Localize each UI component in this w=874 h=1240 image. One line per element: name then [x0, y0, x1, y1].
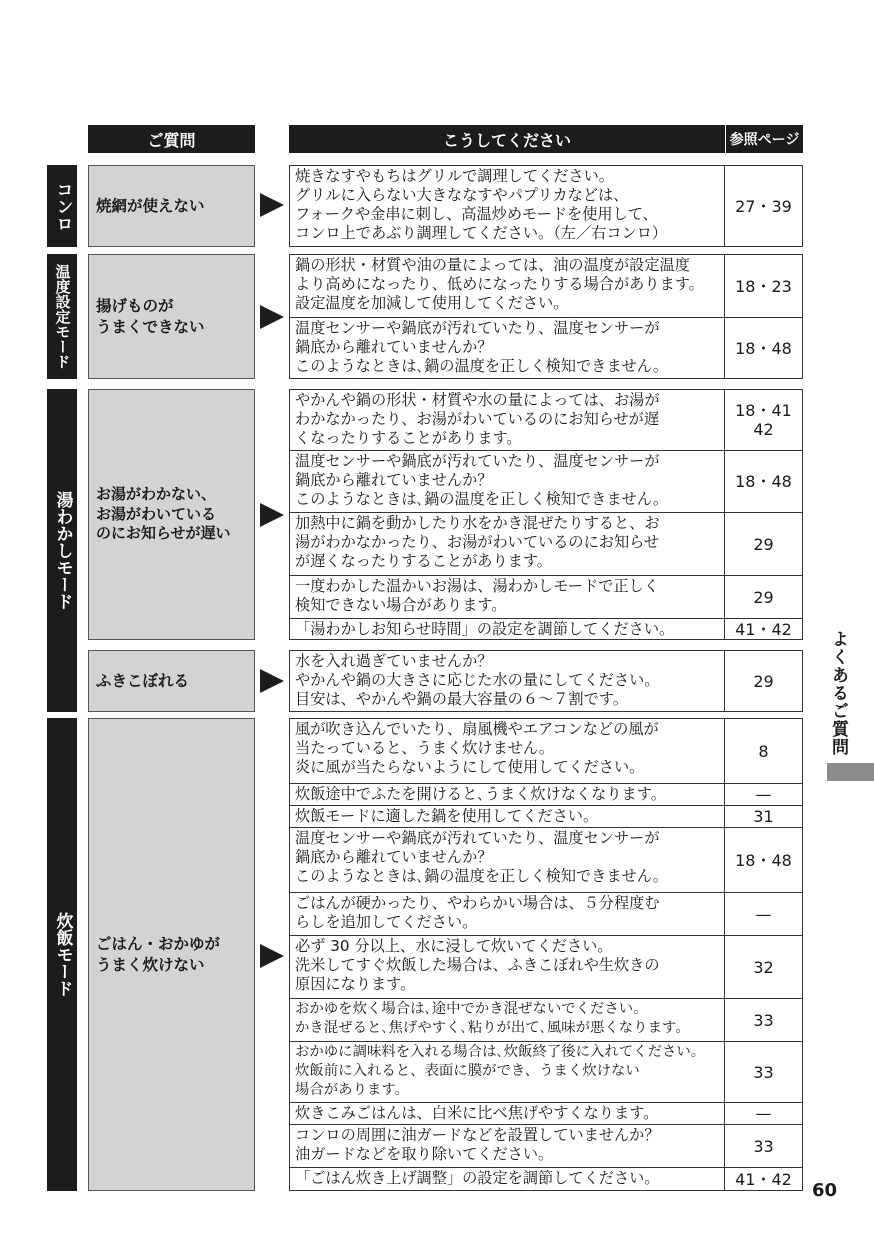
- answer-text: 加熱中に鍋を動かしたり水をかき混ぜたりすると、お 湯がわかなかったり、お湯がわいているのにお知らせ が遅くなったりすることがあります。: [295, 514, 660, 570]
- arrow-right-icon: [260, 503, 284, 527]
- answer-ref: —: [724, 893, 802, 935]
- answer-row: [289, 998, 803, 1042]
- answer-text: 焼きなすやもちはグリルで調理してください。 グリルに入らない大きななすやパプリカなどは、 フォークや金串に刺し、高温炒めモードを使用して、 コンロ上であぶり調理してください。（左／右コンロ）: [295, 167, 668, 242]
- answer-ref: —: [724, 784, 802, 805]
- answer-row: [289, 1124, 803, 1168]
- answer-text: コンロの周囲に油ガードなどを設置していませんか？ 油ガードなどを取り除いてください。: [295, 1126, 660, 1163]
- category-ondo: 温度設定モード: [47, 254, 77, 379]
- arrow-right-icon: [260, 305, 284, 329]
- answer-row: [289, 783, 803, 806]
- answer-row: [289, 827, 803, 893]
- answer-ref: 29: [724, 513, 802, 575]
- question-gohan: ごはん・おかゆが うまく炊けない: [88, 718, 255, 1191]
- answer-row: [289, 389, 803, 451]
- answer-ref: 29: [724, 651, 802, 711]
- answer-row: [289, 512, 803, 576]
- answer-text: 一度わかした温かいお湯は、湯わかしモードで正しく 検知できない場合があります。: [295, 577, 659, 614]
- answer-text: 鍋の形状・材質や油の量によっては、油の温度が設定温度 より高めになったり、低めになったりする場合があります。 設定温度を加減して使用してください。: [295, 256, 704, 312]
- answer-text: やかんや鍋の形状・材質や水の量によっては、お湯が わかなかったり、お湯がわいているのにお知らせが遅 くなったりすることがあります。: [295, 391, 660, 447]
- answer-row: [289, 650, 803, 712]
- answer-text: 炊きこみごはんは、白米に比べ焦げやすくなります。: [295, 1104, 659, 1122]
- answer-text: 温度センサーや鍋底が汚れていたり、温度センサーが 鍋底から離れていませんか？ このようなときは､鍋の温度を正しく検知できません。: [295, 319, 669, 375]
- answer-ref: 18・48: [724, 828, 802, 892]
- answer-ref: 8: [724, 719, 802, 783]
- answer-text: 「湯わかしお知らせ時間」の設定を調節してください。: [295, 620, 675, 638]
- page-number: 60: [812, 1180, 838, 1201]
- header-reference: 参照ページ: [726, 125, 803, 153]
- answer-text: 水を入れ過ぎていませんか？ やかんや鍋の大きさに応じた水の量にしてください。 目安は、やかんや鍋の最大容量の６～７割です。: [295, 652, 660, 708]
- answer-row: [289, 317, 803, 379]
- header-question: ご質問: [88, 125, 255, 153]
- answer-row: [289, 1102, 803, 1125]
- answer-text: 必ず 30 分以上、水に浸して炊いてください。 洗米してすぐ炊飯した場合は、ふきこぼれや生炊きの 原因になります。: [295, 937, 660, 993]
- answer-ref: 31: [724, 806, 802, 827]
- answer-ref: 18・48: [724, 318, 802, 378]
- question-fukikoboreru: ふきこぼれる: [88, 650, 255, 712]
- arrow-right-icon: [260, 193, 284, 217]
- question-oyu: お湯がわかない、 お湯がわいている のにお知らせが遅い: [88, 389, 255, 640]
- answer-row: [289, 1167, 803, 1191]
- answer-row: [289, 450, 803, 513]
- answer-ref: 18・23: [724, 255, 802, 317]
- answer-ref: 33: [724, 999, 802, 1041]
- answer-ref: —: [724, 1103, 802, 1124]
- category-yuwakashi: 湯わかしモード: [47, 389, 77, 712]
- answer-ref: 33: [724, 1042, 802, 1102]
- answer-row: [289, 618, 803, 640]
- question-agemono: 揚げものが うまくできない: [88, 254, 255, 379]
- section-tab-bar: [827, 763, 874, 781]
- section-label: よくあるご質問: [828, 630, 848, 756]
- header-answer: こうしてください: [289, 125, 725, 153]
- answer-text: 炊飯途中でふたを開けると､うまく炊けなくなります。: [295, 785, 666, 803]
- category-konro: コンロ: [47, 165, 77, 247]
- answer-ref: 18・48: [724, 451, 802, 512]
- answer-ref: 29: [724, 576, 802, 618]
- answer-text: 温度センサーや鍋底が汚れていたり、温度センサーが 鍋底から離れていませんか？ このようなときは､鍋の温度を正しく検知できません。: [295, 829, 669, 885]
- answer-text: 炊飯モードに適した鍋を使用してください。: [295, 807, 599, 825]
- answer-text: ごはんが硬かったり、やわらかい場合は、５分程度む らしを追加してください。: [295, 894, 660, 931]
- answer-ref: 18・41 42: [724, 390, 802, 450]
- answer-row: [289, 575, 803, 619]
- answer-ref: 33: [724, 1125, 802, 1167]
- answer-row: [289, 254, 803, 318]
- answer-row: [289, 935, 803, 999]
- answer-row: [289, 718, 803, 784]
- answer-ref: 41・42: [724, 619, 802, 639]
- answer-row: [289, 1041, 803, 1103]
- category-suihan: 炊飯モード: [47, 718, 77, 1191]
- question-yakiami: 焼網が使えない: [88, 165, 255, 247]
- arrow-right-icon: [260, 944, 284, 968]
- answer-row: [289, 892, 803, 936]
- answer-row: [289, 805, 803, 828]
- answer-text: 温度センサーや鍋底が汚れていたり、温度センサーが 鍋底から離れていませんか？ このようなときは､鍋の温度を正しく検知できません。: [295, 452, 669, 508]
- answer-text: 風が吹き込んでいたり、扇風機やエアコンなどの風が 当たっていると、うまく炊けません。 炎に風が当たらないようにして使用してください。: [295, 720, 659, 776]
- arrow-right-icon: [260, 669, 284, 693]
- answer-ref: 27・39: [724, 166, 802, 246]
- answer-ref: 32: [724, 936, 802, 998]
- answer-row: [289, 165, 803, 247]
- answer-ref: 41・42: [724, 1168, 802, 1190]
- answer-text: おかゆを炊く場合は､途中でかき混ぜないでください。 かき混ぜると､焦げやすく､粘りが出て､風味が悪くなります。: [295, 1001, 690, 1036]
- answer-text: 「ごはん炊き上げ調整」の設定を調節してください。: [295, 1169, 660, 1187]
- answer-text: おかゆに調味料を入れる場合は､炊飯終了後に入れてください。 炊飯前に入れると、表面に膜ができ、うまく炊けない 場合があります。: [295, 1044, 706, 1098]
